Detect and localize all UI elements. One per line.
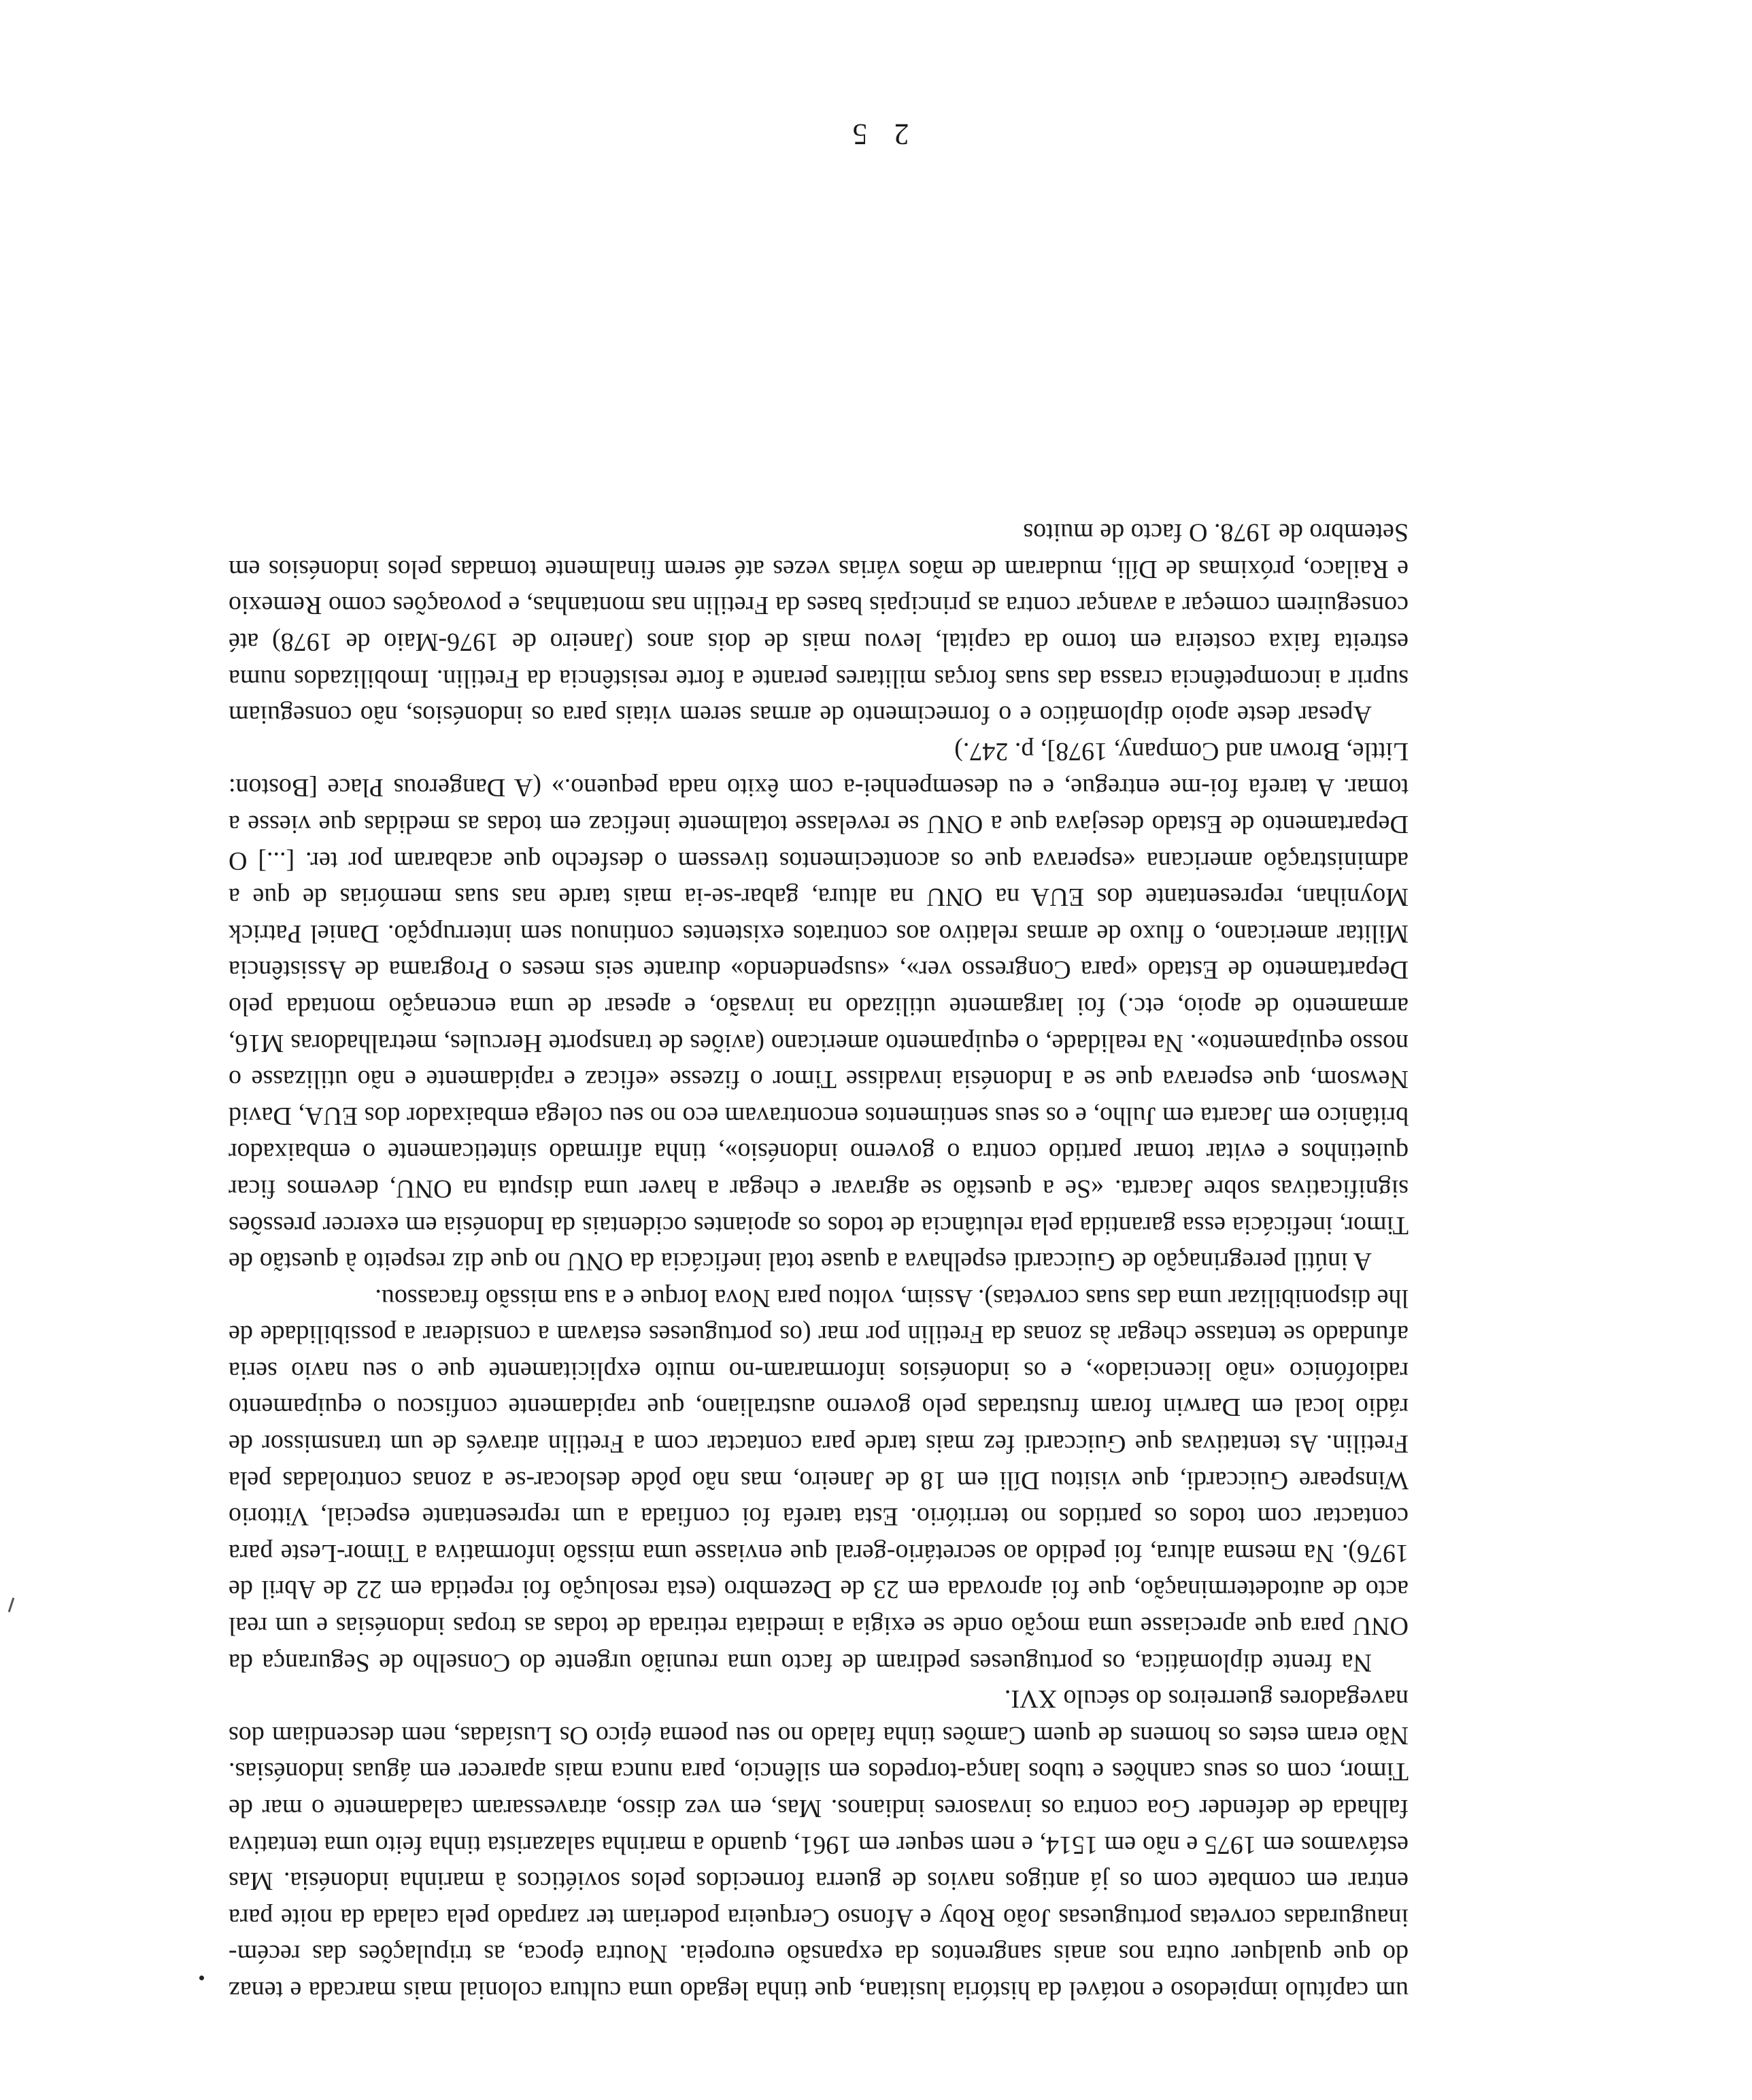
scan-mark [8,1597,15,1612]
paragraph-1: um capítulo impiedoso e notável da história lusitana, que tinha legado uma cultura colonial mais marcada e tenaz do que qualquer outra nos anais sangrentos da expansão europeia. Noutra época, as tripulações das recém-inauguradas corvetas portuguesas João Roby e Afonso Cerqueira poderiam ter zarpado pela calada da noite para entrar em combate com os já antigos navios de guerra fornecidos pelos soviéticos à marinha indonésia. Mas estávamos em 1975 e não em 1514, e nem sequer em 1961, quando a marinha salazarista tinha feito uma tentativa falhada de defender Goa contra os invasores indianos. Mas, em vez disso, atravessaram caladamente o mar de Timor, com os seus canhões e tubos lança-torpedos em silêncio, para nunca mais aparecer em águas indonésias. Não eram estes os homens de quem Camões tinha falado no seu poema épico Os Lusíadas, nem descendiam dos navegadores guerreiros do século XVI. [229,1684,1409,2005]
scan-speck [199,1976,204,1980]
page-number: 2 5 [843,118,909,151]
paragraph-4: Apesar deste apoio diplomático e o fornecimento de armas serem vitais para os indonésios, não conseguiam suprir a incompetência crassa das suas forças militares perante a forte resistência da Fretilin. Imobilizados numa estreita faixa costeira em torno da capital, levou mais de dois anos (Janeiro de 1976-Maio de 1978) até conseguirem começar a avançar contra as principais bases da Fretilin nas montanhas, e povoações como Remexio e Railaco, próximas de Díli, mudaram de mãos várias vezes até serem finalmente tomadas pelos indonésios em Setembro de 1978. O facto de muitos [229,518,1409,730]
body-text [229,514,1409,2008]
paragraph-3: A inútil peregrinação de Guiccardi espelhava a quase total ineficácia da ONU no que diz respeito à questão de Timor, ineficácia essa garantida pela relutância de todos os apoiantes ocidentais da Indonésia em exercer pressões significativas sobre Jacarta. «Se a questão se agravar e chegar a haver uma disputa na ONU, devemos ficar quietinhos e evitar tomar partido contra o governo indonésio», tinha afirmado sinteticamente o embaixador britânico em Jacarta em Julho, e os seus sentimentos encontravam eco no seu colega embaixador dos EUA, David Newsom, que esperava que se a Indonésia invadisse Timor o fizesse «eficaz e rapidamente e não utilizasse o nosso equipamento». Na realidade, o equipamento americano (aviões de transporte Hercules, metralhadoras M16, armamento de apoio, etc.) foi largamente utilizado na invasão, e apesar de uma encenação montada pelo Departamento de Estado «para Congresso ver», «suspendendo» durante seis meses o Programa de Assistência Militar americano, o fluxo de armas relativo aos contratos existentes continuou sem interrupção. Daniel Patrick Moynihan, representante dos EUA na ONU na altura, gabar-se-ia mais tarde nas suas memórias de que a administração americana «esperava que os acontecimentos tivessem o desfecho que acabaram por ter. [...] O Departamento de Estado desejava que a ONU se revelasse totalmente ineficaz em todas as medidas que viesse a tomar. A tarefa foi-me entregue, e eu desempenhei-a com êxito nada pequeno.» (A Dangerous Place [Boston: Little, Brown and Company, 1978], p. 247.) [229,736,1409,1276]
paragraph-2: Na frente diplomática, os portugueses pediram de facto uma reunião urgente do Conselho de Segurança da ONU para que apreciasse uma moção onde se exigia a imediata retirada de todas as tropas indonésias e um real acto de autodeterminação, que foi aprovada em 23 de Dezembro (esta resolução foi repetida em 22 de Abril de 1976). Na mesma altura, foi pedido ao secretário-geral que enviasse uma missão informativa a Timor-Leste para contactar com todos os partidos no território. Esta tarefa foi confiada a um representante especial, Vittorio Winspeare Guiccardi, que visitou Díli em 18 de Janeiro, mas não pôde deslocar-se a zonas controladas pela Fretilin. As tentativas que Guiccardi fez mais tarde para contactar com a Fretilin através de um transmissor de rádio local em Darwin foram frustradas pelo governo australiano, que rapidamente confiscou o equipamento radiofónico «não licenciado», e os indonésios informaram-no muito explicitamente que o seu navio seria afundado se tentasse chegar às zonas da Fretilin por mar (os portugueses estavam a considerar a possibilidade de lhe disponibilizar uma das suas corvetas). Assim, voltou para Nova Iorque e a sua missão fracassou. [229,1283,1409,1677]
